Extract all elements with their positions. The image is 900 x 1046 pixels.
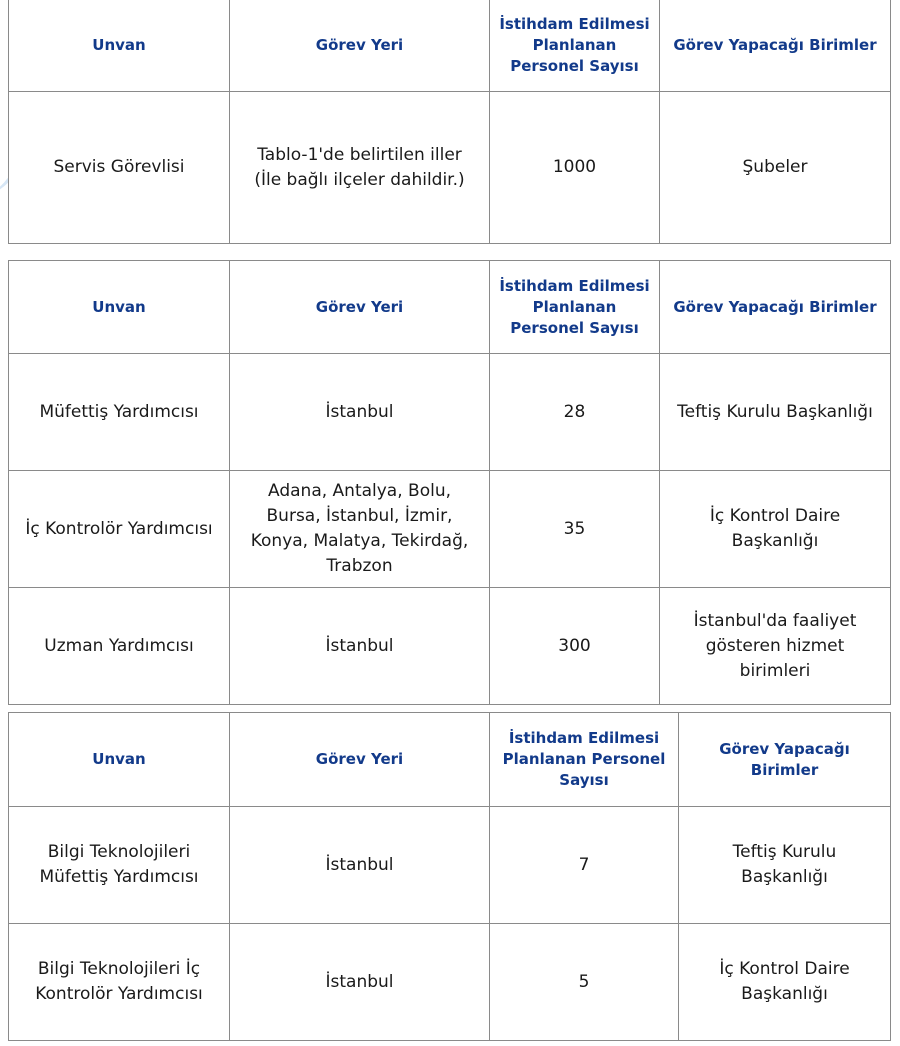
header-unit: Görev Yapacağı Birimler [660,0,891,92]
table-row [9,92,891,244]
cell-count: 5 [490,924,679,1041]
table-row [9,354,891,471]
cell-count: 300 [490,588,660,705]
cell-place: İstanbul [230,807,490,924]
header-place: Görev Yeri [230,0,490,92]
cell-unit: Teftiş Kurulu Başkanlığı [660,354,891,471]
cell-title: Uzman Yardımcısı [9,588,230,705]
staff-table-3 [8,712,891,1041]
cell-place: İstanbul [230,354,490,471]
table-row [9,588,891,705]
cell-unit: Teftiş Kurulu Başkanlığı [679,807,891,924]
cell-title: Müfettiş Yardımcısı [9,354,230,471]
cell-place: Adana, Antalya, Bolu, Bursa, İstanbul, İzmir, Konya, Malatya, Tekirdağ, Trabzon [230,471,490,588]
table-header-row [9,0,891,92]
cell-place: İstanbul [230,924,490,1041]
cell-title: İç Kontrolör Yardımcısı [9,471,230,588]
table-header-row [9,713,891,807]
cell-unit: İç Kontrol Daire Başkanlığı [679,924,891,1041]
header-place: Görev Yeri [230,713,490,807]
table-row [9,471,891,588]
header-unit: Görev Yapacağı Birimler [679,713,891,807]
header-title: Unvan [9,713,230,807]
cell-count: 35 [490,471,660,588]
table-header-row [9,261,891,354]
cell-count: 1000 [490,92,660,244]
cell-place: İstanbul [230,588,490,705]
header-title: Unvan [9,261,230,354]
staff-table-2 [8,260,891,705]
cell-title: Bilgi Teknolojileri Müfettiş Yardımcısı [9,807,230,924]
table-row [9,807,891,924]
cell-unit: İstanbul'da faaliyet gösteren hizmet birimleri [660,588,891,705]
cell-unit: İç Kontrol Daire Başkanlığı [660,471,891,588]
header-title: Unvan [9,0,230,92]
staff-table-1 [8,0,891,244]
cell-unit: Şubeler [660,92,891,244]
header-count: İstihdam Edilmesi Planlanan Personel Sayısı [490,261,660,354]
cell-title: Servis Görevlisi [9,92,230,244]
cell-count: 7 [490,807,679,924]
table-row [9,924,891,1041]
header-unit: Görev Yapacağı Birimler [660,261,891,354]
header-place: Görev Yeri [230,261,490,354]
header-count: İstihdam Edilmesi Planlanan Personel Sayısı [490,713,679,807]
cell-place: Tablo-1'de belirtilen iller (İle bağlı ilçeler dahildir.) [230,92,490,244]
header-count: İstihdam Edilmesi Planlanan Personel Sayısı [490,0,660,92]
cell-count: 28 [490,354,660,471]
cell-title: Bilgi Teknolojileri İç Kontrolör Yardımcısı [9,924,230,1041]
